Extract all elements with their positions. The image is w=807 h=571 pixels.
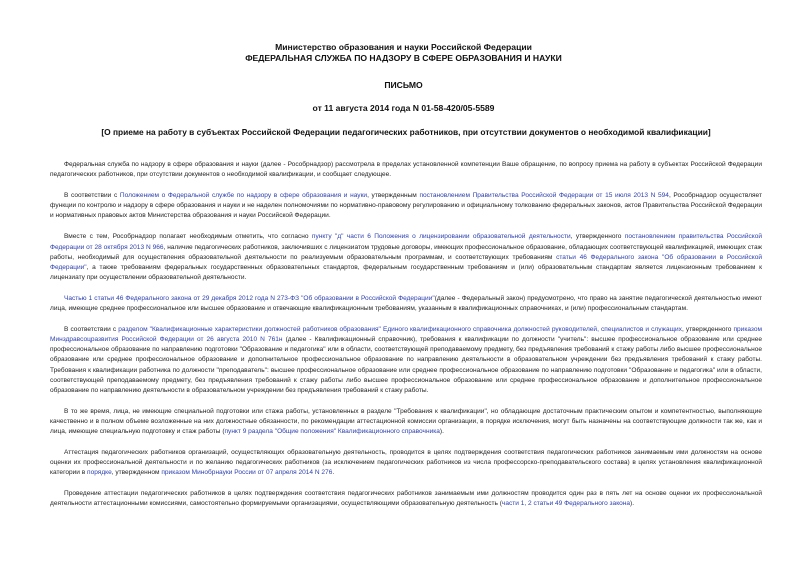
document-subject: [О приеме на работу в субъектах Российской Федерации педагогических работников, при отсутствии документов о необходимой квалификации] <box>101 127 711 137</box>
para-law <box>50 294 762 314</box>
document-link[interactable]: пункт 9 раздела "Общие положения" Квалификационного справочника <box>224 427 440 435</box>
para-intro <box>50 160 762 180</box>
paragraph-text: , а также требованиям федеральных государственных образовательных стандартов, федеральным государственным требованиям и (или) образовательным стандартам является лицензионным требованием к лицензиату при осуществлении образовательной деятельности. <box>50 263 762 281</box>
document-link[interactable]: пункту "д" части 6 Положения о лицензировании образовательной деятельности <box>311 233 571 241</box>
document-link[interactable]: Положением о Федеральной службе по надзору в сфере образования и науки <box>119 192 368 200</box>
document-link[interactable]: приказом Минздравсоцразвития Российской Федерации от 26 августа 2010 N 761н <box>50 326 762 344</box>
paragraph-text: В то же время, лица, не имеющие специальной подготовки или стажа работы, установленных в разделе "Требования к квалификации", но обладающие достаточным практическим опытом и компетентностью, выполняющие качественно и в полном объеме возложенные на них должностные обязанности, по рекомендации аттестационной комиссии организации, в порядке исключения, могут быть назначены на соответствующие должности так же, как и лица, имеющие специальную подготовку и стаж работы ( <box>50 407 762 435</box>
paragraph-text: (далее - Квалификационный справочник), требования к квалификации по должности "учитель": высшее профессиональное образование или среднее профессиональное образование по направлению подготовки "Образование и педагогика" или в области, соответствующей преподаваемому предмету, без предъявления требований к стажу работы либо высшее профессиональное образование или среднее профессиональное образование и дополнительное профессиональное образование по направлению деятельности в образовательном учреждении без предъявления требований к стажу работы. Требования к квалификации работника по должности "преподаватель": высшее профессиональное образование или среднее профессиональное образование по направлению подготовки "Образование и педагогика" или в области, соответствующей преподаваемому предмету, без предъявления требований к стажу работы либо высшее профессиональное образование или среднее профессиональное образование и дополнительное профессиональное образование по направлению деятельности в образовательном учреждении без предъявления требований к стажу работы. <box>50 336 763 394</box>
paragraph-text: Федеральная служба по надзору в сфере образования и науки (далее - Рособрнадзор) рассмотрела в пределах установленной компетенции Ваше обращение, по вопросу приема на работу в субъектах Российской Федерации педагогических работников, при отсутствии документов о необходимой квалификации, и сообщает следующее. <box>50 161 762 179</box>
paragraph-text: , утвержденным <box>367 192 420 200</box>
document-link[interactable]: постановлением Правительства Российской Федерации от 15 июля 2013 N 594 <box>419 192 669 200</box>
paragraph-text: ). <box>630 500 635 508</box>
paragraph-text: Аттестация педагогических работников организаций, осуществляющих образовательную деятельность, проводится в целях подтверждения соответствия педагогических работников занимаемым ими должностям на основе оценки их профессиональной деятельности и по желанию педагогических работников (за исключением педагогических работников из числа профессорско-преподавательского состава) в целях установления квалификационной категории в <box>50 449 762 477</box>
paragraph-text: В соответствии с <box>64 326 119 334</box>
paragraph-text: , утвержденного <box>570 233 625 241</box>
para-handbook <box>50 325 762 396</box>
document-link[interactable]: постановлением правительства Российской Федерации от 28 октября 2013 N 966 <box>50 233 762 251</box>
ministry-title: Министерство образования и науки Российской Федерации <box>275 42 532 52</box>
para-commission <box>50 489 762 509</box>
paragraph-text: ). <box>439 427 444 435</box>
para-attestation <box>50 448 762 478</box>
paragraph-text: , наличие педагогических работников, заключивших с лицензиатом трудовые договоры, имеющих профессиональное образование, обладающих соответствующей квалификацией, имеющих стаж работы, необходимый для осуществления образовательной деятельности по реализуемым образовательным программам, и соответствующих требованиям <box>50 243 762 261</box>
document-link[interactable]: приказом Минобрнауки России от 07 апреля 2014 N 276 <box>161 469 333 477</box>
paragraph-text: , утвержденном <box>111 469 162 477</box>
document-type: ПИСЬМО <box>384 80 423 90</box>
document-link[interactable]: разделом "Квалификационные характеристики должностей работников образования" Единого квалификационного справочника должностей руководителей, специалистов и служащих <box>118 326 682 334</box>
paragraph-text: . <box>332 469 335 477</box>
document-link[interactable]: порядке <box>87 469 112 477</box>
document-link[interactable]: части 1, 2 статьи 49 Федерального закона <box>501 500 631 508</box>
service-title: ФЕДЕРАЛЬНАЯ СЛУЖБА ПО НАДЗОРУ В СФЕРЕ ОБРАЗОВАНИЯ И НАУКИ <box>245 53 562 63</box>
document-link[interactable]: статьи 46 Федерального закона "Об образовании в Российской Федерации" <box>50 253 762 271</box>
para-exception <box>50 407 762 437</box>
document-date-number: от 11 августа 2014 года N 01-58-420/05-5589 <box>312 103 495 113</box>
paragraph-text: , утвержденного <box>681 326 734 334</box>
para-licensing <box>50 232 762 282</box>
document-link[interactable]: Частью 1 статьи 46 Федерального закона от 29 декабря 2012 года N 273-ФЗ "Об образовании в Российской Федерации" <box>64 294 435 302</box>
para-regulation <box>50 191 762 221</box>
paragraph-text: В соответствии с <box>64 192 120 200</box>
paragraph-text: , Рособрнадзор осуществляет функции по контролю и надзору в сфере образования и науки и не наделен полномочиями по нормативно-правовому регулированию и официальному толкованию федеральных законов, актов Правительства Российской Федерации и нормативных правовых актов Министерства образования и науки Российской Федерации. <box>50 192 762 220</box>
paragraph-text: (далее - Федеральный закон) предусмотрено, что право на занятие педагогической деятельностью имеют лица, имеющие среднее профессиональное или высшее образование и отвечающие квалификационным требованиям, указанным в квалификационных справочниках, и (или) профессиональным стандартам. <box>50 294 762 313</box>
paragraph-text: Вместе с тем, Рособрнадзор полагает необходимым отметить, что согласно <box>64 233 312 241</box>
paragraph-text: Проведение аттестации педагогических работников в целях подтверждения соответствия педагогических работников занимаемым ими должностям проводится один раз в пять лет на основе оценки их профессиональной деятельности аттестационными комиссиями, самостоятельно формируемыми организациями, осуществляющими образовательную деятельность ( <box>50 490 762 508</box>
document-body <box>50 160 762 521</box>
